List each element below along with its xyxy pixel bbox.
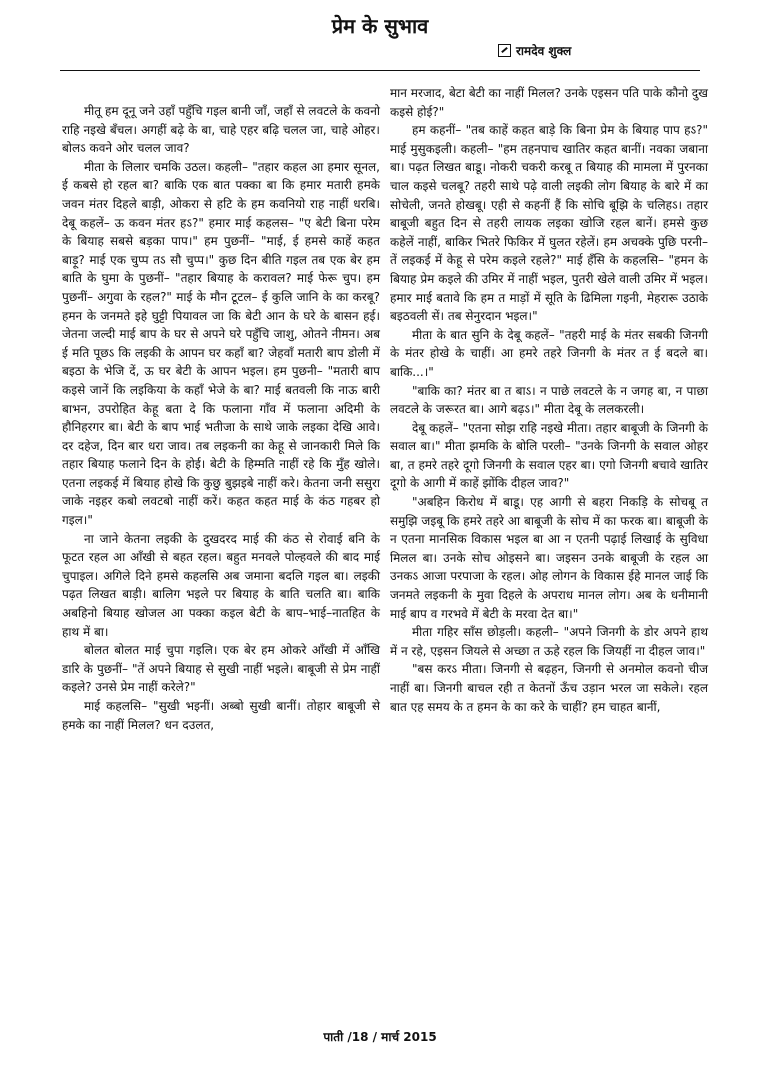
paragraph: मान मरजाद, बेटा बेटी का नाहीं मिलल? उनके एइसन पति पाके कौनो दुख कइसे होई?" <box>390 86 708 119</box>
paragraph: ना जाने केतना लइकी के दुखदरद माई की कंठ से रोवाई बनि के फूटत रहल आ आँखी से बहत रहल। बहुत मनवले पोल्हवले की बाद माई चुपाइल। अगिले दिने हमसे कहलसि अब जमाना बदलि गइल बा। लइकी पढ़त लिखत बाड़ी। बालिग भइले पर बियाह के बाति चलति बा। बाकि अबहिनो बियाह खोजल आ पक्का कइल बेटी के बाप–भाई–नातहित के हाथ में बा। <box>62 531 380 639</box>
pen-icon <box>498 44 511 57</box>
paragraph: मीता गहिर साँस छोड़ली। कहली– "अपने जिनगी के डोर अपने हाथ में न रहे, एइसन जियले से अच्छा त ऊहे रहल कि जियहीं ना दीहल जाव।" <box>390 625 708 658</box>
header-divider <box>60 70 700 71</box>
paragraph: मीता के बात सुनि के देबू कहलें– "तहरी माई के मंतर सबकी जिनगी के मंतर होखे के चाहीं। आ हमरे तहरे जिनगी के मंतर त ई बदले बा। बाकि...।" <box>390 327 708 379</box>
paragraph: देबू कहलें– "एतना सोझ राहि नइखे मीता। तहार बाबूजी के जिनगी के सवाल बा।" मीता झमकि के बोलि परली– "उनके जिनगी के सवाल ओहर बा, त हमरे तहरे दूगो जिनगी के सवाल एहर बा। एगो जिनगी बचावे खातिर दूगो के आगी में काहें झोंकि दीहल जाव?" <box>390 420 708 491</box>
left-column <box>62 102 380 734</box>
paragraph: बोलत बोलत माई चुपा गइलि। एक बेर हम ओकरे आँखी में आँखि डारि के पुछनीं– "तें अपने बियाह से सुखी नाहीं भइले। बाबूजी से प्रेम नाहीं कइले? उनसे प्रेम नाहीं करेले?" <box>62 643 380 695</box>
paragraph: "अबहिन किरोध में बाडू। एह आगी से बहरा निकड़ि के सोचबू त समुझि जइबू कि हमरे तहरे आ बाबूजी के सोच में का फरक बा। बाबूजी के न एतना मानसिक विकास भइल बा आ न एतनी पढ़ाई लिखाई के सुविधा मिलल बा। उनके सोच ओइसने बा। जइसन उनके बाबूजी के रहल आ उनकऽ आजा परपाजा के रहल। ओह लोगन के विकास ईहे मानल जाई कि जनमते लइकनी के मुवा दिहले के अपराध मानल लोग। अब के धनीमानी माई बाप व गरभवे में बेटी के मरवा देत बा।" <box>390 495 708 621</box>
page-title: प्रेम के सुभाव <box>331 14 429 38</box>
page-footer: पाती /18 / मार्च 2015 <box>323 1030 437 1044</box>
paragraph: माई कहलसि– "सुखी भइनीं। अब्बो सुखी बानीं। तोहार बाबूजी से हमके का नाहीं मिलल? धन दउलत, <box>62 699 380 732</box>
paragraph: मीतू हम दूनू जने उहाँ पहुँचि गइल बानी जाँ, जहाँ से लवटले के कवनो राहि नइखे बँचल। अगहीं बढ़े के बा, चाहे एहर बढ़ि चलल जा, चाहे ओहर। बोलऽ कवने ओर चलल जाव? <box>62 104 380 156</box>
paragraph: हम कहनीं– "तब काहें कहत बाड़े कि बिना प्रेम के बियाह पाप हऽ?" माई मुसुकइली। कहली– "हम तहनपाच खातिर कहत बानीं। नवका जबाना बा। पढ़त लिखत बाडू। नोकरी चकरी करबू त बियाह की मामला में पुरनका चाल कइसे चलबू? तहरी साथे पढ़े वाली लइकी लोग बियाह के बारे में का सोचेली, जनते होखबू। एही से कहनीं हैं कि सोचि बूझि के चलिहऽ। तहार बाबूजी बहुत दिन से तहरी लायक लइका खोजि रहल बानें। हमसे कुछ कहेलें नाहीं, बाकिर भितरे फिकिर में घुलत रहेलें। हम अचक्के पुछि परनी– तें लइकई में केहू से परेम कइले रहले?" माई हँसि के कहलसि– "हमन के बियाह प्रेम कइले की उमिर में नाहीं भइल, पुतरी खेले वाली उमिर में भइल। हमार माई बतावे कि हम त माड़ों में सूति के ढिमिला गइनी, मेहरारू उठाके बइठवली सें। तब सेनुरदान भइल।" <box>390 123 708 324</box>
paragraph: मीता के लिलार चमकि उठल। कहली– "तहार कहल आ हमार सूनल, ई कबसे हो रहल बा? बाकि एक बात पक्का बा कि हमार मतारी हमके जवन मंतर दिहले बाड़ी, ओकरा से हटि के हम कवनियो राह नाहीं धरबि। देबू कहलें– ऊ कवन मंतर हऽ?" हमार माई कहलस– "ए बेटी बिना परेम के बियाह सबसे बड़का पाप।" हम पुछनीं– "माई, ई हमसे काहें कहत बाड़ू? माई एक चुप्प तऽ सौ चुप्प।" कुछ दिन बीति गइल तब एक बेर हम बाति के घुमा के पुछनीं– "तहार बियाह के करावल? माई फेरू चुप। हम पुछनीं– अगुवा के रहल?" माई के मौन टूटल– ई कुलि जानि के का करबू? हमन के जनमते इहे घुट्टी पियावल जा कि बेटी आन के घरे के बासन हई। जेतना जल्दी माई बाप के घर से अपने घरे पहुँचि जाशु, ओतने नीमन। अब ई मति पूछऽ कि लइकी के आपन घर कहाँ बा? जेहवाँ मतारी बाप डोली में बइठा के भेजि दें, ऊ घर बेटी के आपन भइल। हम पुछनी– "मतारी बाप कइसे जानें कि लइकिया के कहाँ भेजे के बा? माई बतवली कि नाऊ बारी बाभन, उपरोहित केहू बता दे कि फलाना गाँव में फलाना अदिमी के हौनिहरगर बा। बेटी के बाप भाई भतीजा के साथे जाके लइका देखि आवे। दर दहेज, दिन बार धरा जाव। तब लइकनी का केहू से जानकारी मिले कि तहार बियाह फलाने दिन के होई। बेटी के हिम्मति नाहीं रहे कि मुँह खोले। एतना लइकई में बियाह होखे कि कुछु बुझइबे नाहीं करे। केतना जनी ससुरा जाके नइहर कबो लवटबो नाहीं करें। कहत कहत माई के कंठ गहबर हो गइल।" <box>62 159 380 528</box>
right-column <box>390 84 708 716</box>
author-byline <box>498 42 571 59</box>
author-name: रामदेव शुक्ल <box>516 44 572 58</box>
paragraph: "बाकि का? मंतर बा त बाऽ। न पाछे लवटले के न जगह बा, न पाछा लवटले के जरूरत बा। आगे बढ़ऽ।" मीता देबू के ललकरली। <box>390 383 708 417</box>
paragraph: "बस करऽ मीता। जिनगी से बढ़हन, जिनगी से अनमोल कवनो चीज नाहीं बा। जिनगी बाचल रही त केतनों ऊँच उड़ान भरल जा सकेले। रहल बात एह समय के त हमन के का करे के चाहीं? हम चाहत बानीं, <box>390 662 708 714</box>
